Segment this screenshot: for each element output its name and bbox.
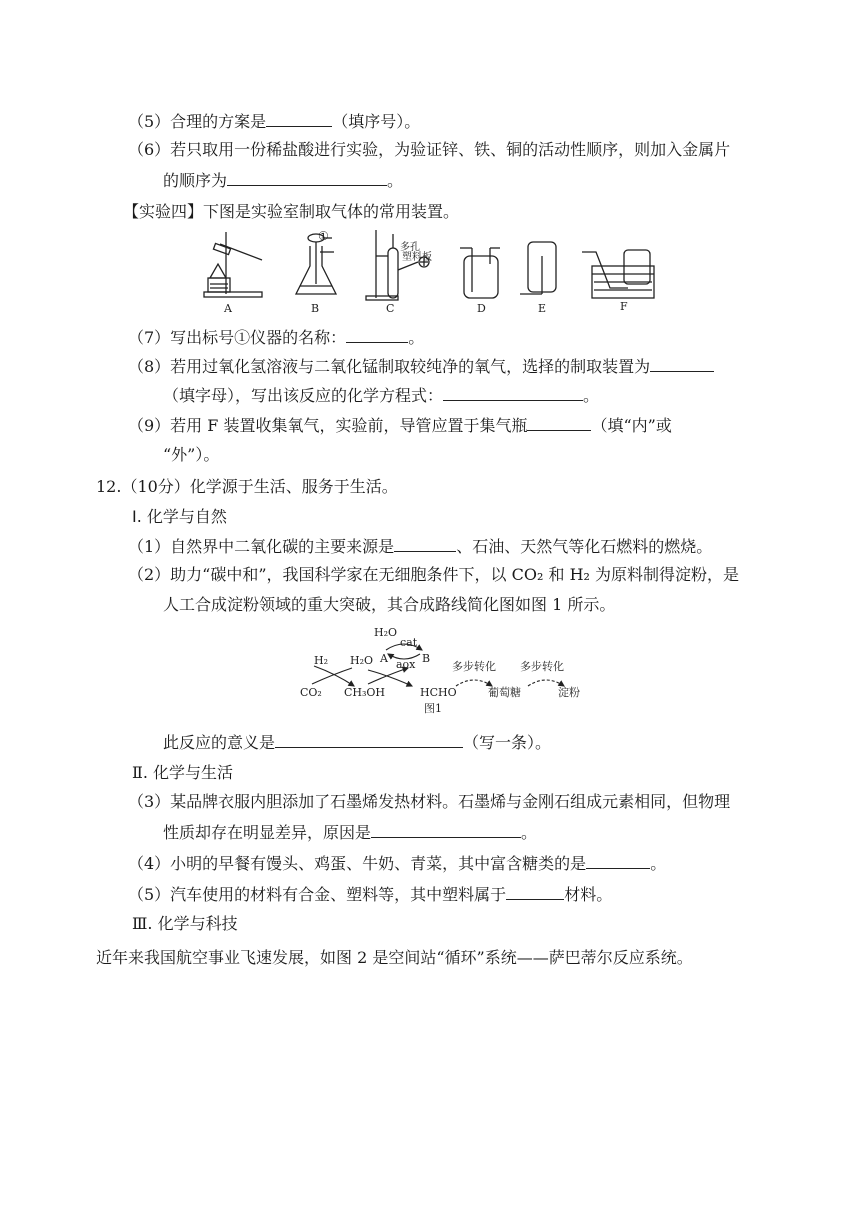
question-8-line1: （8）若用过氧化氢溶液与二氧化锰制取较纯净的氧气，选择的制取装置为 [128,355,714,378]
q5-text: （5）合理的方案是 [128,112,267,131]
fig1-h2: H₂ [314,654,329,667]
fig1-a: A [380,652,388,665]
fig1-step2: 多步转化 [520,660,564,673]
apparatus-figure [190,226,670,318]
fig1-starch: 淀粉 [558,686,580,699]
label-f: F [620,300,628,313]
answer-blank [506,883,564,900]
label-a: A [224,302,232,315]
fig1-glucose: 葡萄糖 [488,686,521,699]
sub-question-3-line2: 性质却存在明显差异，原因是 。 [163,823,538,842]
fig1-co2: CO₂ [300,686,322,699]
sub-question-4: （4）小明的早餐有馒头、鸡蛋、牛奶、青菜，其中富含糖类的是 。 [128,854,667,873]
svg-text:多孔: 多孔 [400,242,420,253]
fig1-cat: cat [400,636,418,649]
question-6-line2: 的顺序为 。 [163,171,404,190]
question-7: （7）写出标号①仪器的名称： 。 [128,328,425,347]
reaction-meaning: 此反应的意义是 （写一条）。 [163,733,552,752]
question-8-line2: （填字母），写出该反应的化学方程式： 。 [163,386,600,405]
svg-text:塑料板: 塑料板 [402,252,432,263]
apparatus-c [366,230,429,300]
marker-label: ① [318,229,329,243]
sub-question-5: （5）汽车使用的材料有合金、塑料等，其中塑料属于 材料。 [128,885,613,904]
section-2-heading: Ⅱ. 化学与生活 [132,763,234,782]
label-b: B [311,302,320,315]
question-6-line1: （6）若只取用一份稀盐酸进行实验，为验证锌、铁、铜的活动性顺序，则加入金属片 [128,140,731,159]
answer-blank [371,821,521,838]
apparatus-e [520,242,556,294]
label-d: D [477,302,486,315]
sub-question-2-line2: 人工合成淀粉领域的重大突破，其合成路线简化图如图 1 所示。 [163,595,616,614]
answer-blank [266,110,332,127]
apparatus-f [582,250,654,298]
question-12-heading: 12.（10分）化学源于生活、服务于生活。 [96,477,398,496]
fig1-caption: 图1 [424,702,442,715]
answer-blank [443,384,583,401]
fig1-aox: aox [396,658,416,671]
answer-blank [527,414,591,431]
section-1-heading: Ⅰ. 化学与自然 [132,507,227,526]
apparatus-a [204,232,262,297]
sub-question-3-line1: （3）某品牌衣服内胆添加了石墨烯发热材料。石墨烯与金刚石组成元素相同，但物理 [128,792,731,811]
apparatus-b [296,234,336,294]
experiment-4-intro: 【实验四】下图是实验室制取气体的常用装置。 [123,202,460,221]
question-9-line2: “外”）。 [163,445,220,464]
section-3-heading: Ⅲ. 化学与科技 [132,914,238,933]
fig1-hcho: HCHO [420,686,457,699]
fig1-step1: 多步转化 [452,660,496,673]
fig1-h2o: H₂O [350,654,374,667]
answer-blank [275,731,463,748]
answer-blank [227,169,387,186]
label-c: C [386,302,395,315]
question-9-line1: （9）若用 F 装置收集氧气，实验前，导管应置于集气瓶 （填“内”或 [128,416,672,435]
sub-question-1: （1）自然界中二氧化碳的主要来源是 、石油、天然气等化石燃料的燃烧。 [128,537,713,556]
final-paragraph: 近年来我国航空事业飞速发展，如图 2 是空间站“循环”系统——萨巴蒂尔反应系统。 [96,948,693,967]
label-e: E [538,302,547,315]
fig1-ch3oh: CH₃OH [344,686,386,699]
answer-blank [346,326,408,343]
answer-blank [650,355,714,372]
question-5: （5）合理的方案是 （填序号）。 [128,112,421,131]
figure-1-synthesis-route [296,624,596,718]
fig1-b: B [422,652,431,665]
fig1-h2o-top: H₂O [374,626,398,639]
apparatus-d [460,248,500,298]
answer-blank [394,535,456,552]
sub-question-2-line1: （2）助力“碳中和”，我国科学家在无细胞条件下，以 CO₂ 和 H₂ 为原料制得淀粉，是 [128,565,740,584]
answer-blank [586,852,650,869]
